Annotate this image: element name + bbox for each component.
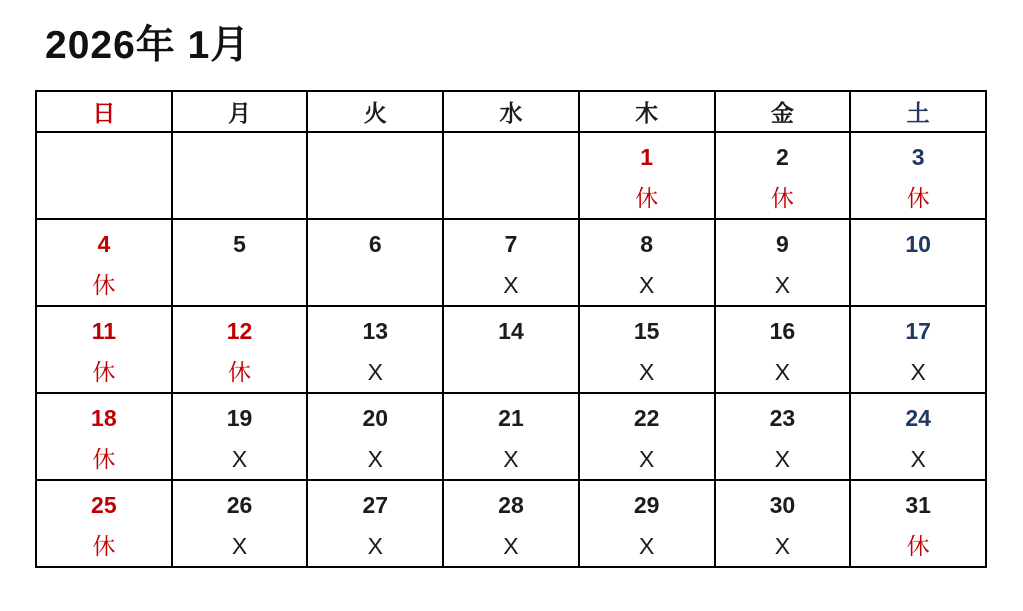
- day-number: 27: [362, 492, 389, 518]
- weekday-header-row: [36, 91, 986, 132]
- day-cell-2: [715, 132, 851, 219]
- day-cell-22: [579, 393, 715, 480]
- day-mark: X: [638, 533, 655, 559]
- week-row-3: [36, 306, 986, 393]
- day-mark: X: [910, 446, 926, 472]
- day-mark: X: [638, 272, 655, 298]
- day-mark: [444, 357, 578, 387]
- day-cell-18: [36, 393, 172, 480]
- calendar-table: [35, 90, 987, 568]
- day-number: 5: [233, 231, 246, 257]
- day-number: 20: [362, 405, 389, 431]
- day-mark: X: [503, 533, 519, 559]
- day-mark: [444, 183, 578, 213]
- day-mark: X: [774, 533, 791, 559]
- day-cell-13: [307, 306, 443, 393]
- day-number: 17: [905, 318, 931, 344]
- day-cell-29: [579, 480, 715, 567]
- day-number: 23: [769, 405, 796, 431]
- day-number: [173, 142, 307, 172]
- day-mark: X: [638, 359, 655, 385]
- day-cell-4: [36, 219, 172, 306]
- day-number: 22: [633, 405, 660, 431]
- week-row-4: [36, 393, 986, 480]
- day-cell-10: [850, 219, 986, 306]
- day-cell-21: [443, 393, 579, 480]
- week-row-1: [36, 132, 986, 219]
- day-mark: X: [774, 272, 791, 298]
- weekday-header-土: 土: [850, 91, 986, 132]
- day-number: 12: [226, 318, 253, 344]
- weekday-header-金: 金: [715, 91, 851, 132]
- day-cell-11: [36, 306, 172, 393]
- day-number: 8: [640, 231, 654, 257]
- day-mark: X: [231, 533, 248, 559]
- day-mark: X: [774, 446, 791, 472]
- day-mark: X: [774, 359, 791, 385]
- day-number: 4: [97, 231, 111, 257]
- day-mark: 休: [228, 359, 252, 385]
- day-number: 28: [498, 492, 524, 518]
- day-mark: [851, 270, 985, 300]
- day-mark: X: [367, 533, 383, 559]
- day-cell-empty: [172, 132, 308, 219]
- weekday-header-水: 水: [443, 91, 579, 132]
- day-number: 21: [498, 405, 524, 431]
- day-mark: 休: [92, 359, 116, 385]
- day-mark: X: [638, 446, 655, 472]
- day-number: 13: [362, 318, 389, 344]
- day-mark: 休: [635, 185, 659, 211]
- day-mark: [37, 183, 171, 213]
- day-cell-empty: [443, 132, 579, 219]
- day-number: 19: [226, 405, 253, 431]
- day-cell-26: [172, 480, 308, 567]
- day-cell-14: [443, 306, 579, 393]
- day-mark: X: [367, 446, 383, 472]
- day-number: 16: [769, 318, 796, 344]
- day-cell-5: [172, 219, 308, 306]
- day-mark: X: [367, 359, 383, 385]
- day-cell-25: [36, 480, 172, 567]
- day-cell-19: [172, 393, 308, 480]
- day-number: 31: [905, 492, 931, 518]
- day-mark: [173, 270, 307, 300]
- day-cell-9: [715, 219, 851, 306]
- day-cell-8: [579, 219, 715, 306]
- weekday-header-火: 火: [307, 91, 443, 132]
- day-number: 2: [775, 144, 789, 170]
- weekday-header-木: 木: [579, 91, 715, 132]
- day-cell-6: [307, 219, 443, 306]
- day-mark: [308, 270, 442, 300]
- weekday-header-月: 月: [172, 91, 308, 132]
- calendar-header: [36, 91, 986, 132]
- day-number: 14: [498, 318, 524, 344]
- week-row-2: [36, 219, 986, 306]
- day-mark: [308, 183, 442, 213]
- day-cell-15: [579, 306, 715, 393]
- day-cell-24: [850, 393, 986, 480]
- day-number: 25: [91, 492, 117, 518]
- day-cell-30: [715, 480, 851, 567]
- day-cell-12: [172, 306, 308, 393]
- day-number: 29: [633, 492, 660, 518]
- day-number: 6: [368, 231, 382, 257]
- day-cell-empty: [36, 132, 172, 219]
- day-mark: X: [910, 359, 926, 385]
- day-mark: 休: [92, 533, 116, 559]
- day-cell-empty: [307, 132, 443, 219]
- day-cell-31: [850, 480, 986, 567]
- day-cell-16: [715, 306, 851, 393]
- day-number: 9: [775, 231, 789, 257]
- day-number: 30: [769, 492, 796, 518]
- day-number: [37, 142, 171, 172]
- day-number: 3: [911, 144, 925, 170]
- day-cell-20: [307, 393, 443, 480]
- week-row-5: [36, 480, 986, 567]
- weekday-header-日: 日: [36, 91, 172, 132]
- day-cell-23: [715, 393, 851, 480]
- day-cell-28: [443, 480, 579, 567]
- day-mark: 休: [906, 533, 930, 559]
- day-number: 10: [905, 231, 931, 257]
- day-cell-1: [579, 132, 715, 219]
- day-cell-17: [850, 306, 986, 393]
- day-number: 18: [91, 405, 117, 431]
- day-mark: X: [503, 272, 519, 298]
- day-number: [308, 142, 442, 172]
- day-mark: 休: [92, 446, 116, 472]
- day-mark: X: [503, 446, 519, 472]
- day-number: 26: [226, 492, 253, 518]
- day-number: 1: [640, 144, 654, 170]
- day-number: [444, 142, 578, 172]
- day-mark: 休: [906, 185, 930, 211]
- day-cell-7: [443, 219, 579, 306]
- day-mark: [173, 183, 307, 213]
- day-cell-3: [850, 132, 986, 219]
- day-number: 11: [91, 318, 117, 344]
- day-number: 7: [504, 231, 518, 257]
- page-title: 2026年 1月: [45, 24, 251, 67]
- day-mark: X: [231, 446, 248, 472]
- day-mark: 休: [92, 272, 116, 298]
- day-number: 15: [633, 318, 660, 344]
- calendar-body: [36, 132, 986, 567]
- day-cell-27: [307, 480, 443, 567]
- day-mark: 休: [770, 185, 794, 211]
- day-number: 24: [905, 405, 931, 431]
